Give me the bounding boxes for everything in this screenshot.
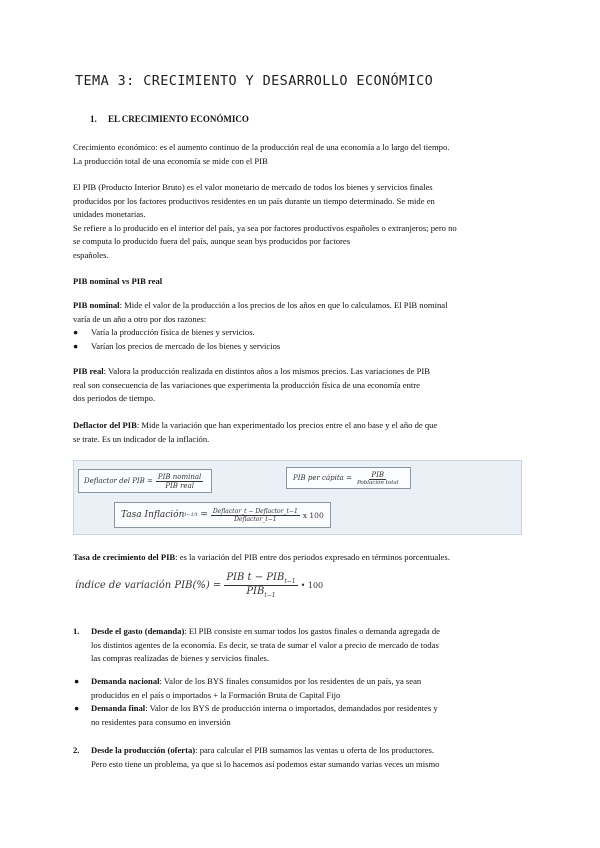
text-line: Pero esto tiene un problema, ya que si lo hacemos así podemos estar sumando varias veces un mismo [91,758,440,769]
text-line: varía de un año a otro por dos razones: [73,313,207,324]
list-item-gasto [73,625,521,666]
term-desde-produccion: Desde la producción (oferta) [91,745,196,755]
bullet-icon: ● [74,703,80,714]
list-item: ● Varían los precios de mercado de los bienes y servicios [91,340,523,354]
heading-nominal-vs-real: PIB nominal vs PIB real [73,276,163,286]
term-demanda-final: Demanda final [91,703,146,714]
list-item: ● Demanda final: Valor de los BYS de producción interna o importados, demandados por residentes y no residentes para consumo en inversión [91,702,521,729]
section-number: 1. [90,114,97,124]
section-heading [90,114,249,124]
formula-panel [73,460,522,535]
text-line: españoles. [73,249,109,260]
text-line: : es la variación del PIB entre dos periodos expresado en términos porcentuales. [175,552,450,562]
text-line: producidos en el país o importados + la Formación Bruta de Capital Fijo [91,689,341,700]
term-pib-nominal: PIB nominal [73,300,120,310]
text-line: no residentes para consumo en inversión [91,716,231,727]
paragraph-crecimiento [73,141,523,168]
formula-inflacion: Tasa Inflación t−1/t = $\frac{\text{Deflactor\_t − Deflactor\_t−1}}{\text{Deflactor\_t−1}}$ x 100 [114,502,331,528]
list-item: ● Demanda nacional: Valor de los BYS finales consumidos por los residentes de un país, ya sean producidos en el país o importados + la Formación Bruta de Capital Fijo [91,675,521,702]
paragraph-pib-real [73,365,523,406]
paragraph-pib-nominal [73,299,523,353]
text-line: unidades monetarias. [73,209,146,220]
page-title: TEMA 3: CRECIMIENTO Y DESARROLLO ECONÓMICO [75,73,434,89]
text-line: El PIB (Producto Interior Bruto) es el valor monetario de mercado de todos los bienes y servicios finales [73,182,433,192]
text-line: producidos por los factores productivos residentes en un país durante un tiempo determinado. Se mide en [73,195,435,206]
item-number: 2. [73,745,80,755]
paragraph-pib [73,181,523,263]
growth-formula: índice de variación PIB(%) = $\frac{PIB t - PIB_{t-1}}{PIB_{t-1}}$ • 100 [75,572,324,599]
text-line: : Mide la variación que han experimentado los precios entre el ano base y el año de que [136,420,438,430]
text-line: las compras realizadas de bienes y servicios finales. [91,653,270,664]
bullet-icon: ● [73,340,79,351]
term-tasa-crecimiento: Tasa de crecimiento del PIB [73,552,176,562]
bullet-icon: ● [74,676,80,686]
demand-bullet-list [74,675,521,729]
text-line: dos periodos de tiempo. [73,393,156,404]
list-item: ● Varía la producción física de bienes y servicios. [91,326,523,340]
term-demanda-nacional: Demanda nacional [91,676,160,686]
text-line: La producción total de una economía se mide con el PIB [73,155,268,166]
text-line: : El PIB consiste en sumar todos los gastos finales o demanda agregada de [184,626,440,636]
item-number: 1. [73,626,80,636]
term-desde-gasto: Desde el gasto (demanda) [91,626,185,636]
paragraph-tasa-crecimiento [73,551,523,565]
text-line: : Mide el valor de la producción a los precios de los años en que lo calculamos. El PIB nominal [119,300,448,310]
formula-per-capita: PIB per cápita = $\frac{\text{PIB}}{\text{Población total}}$ [286,467,411,489]
text-line: Crecimiento económico: es el aumento continuo de la producción real de una economía a lo largo del tiempo. [73,142,450,152]
bullet-icon: ● [73,327,79,338]
text-line: : para calcular el PIB sumamos las ventas u oferta de los productores. [195,745,435,755]
formula-deflactor: Deflactor del PIB = $\frac{\text{PIB nominal}}{\text{PIB real}}$ [78,469,212,493]
text-line: real son consecuencia de las variaciones que experimenta la producción física de una economía entre [73,379,420,390]
bullet-list [73,326,523,353]
text-line: : Valora la producción realizada en distintos años a los mismos precios. Las variaciones de PIB [103,366,430,376]
paragraph-deflactor [73,419,523,446]
text-line: se computa lo producido fuera del país, aunque sean bys producidos por factores [73,236,351,247]
section-heading-text: EL CRECIMIENTO ECONÓMICO [108,114,249,124]
text-line: Se refiere a lo producido en el interior del país, ya sea por factores productivos españoles o extranjeros; pero no [73,222,457,233]
text-line: se trate. Es un indicador de la inflación. [73,433,210,444]
term-pib-real: PIB real [73,366,104,376]
list-item-produccion [73,744,521,771]
term-deflactor: Deflactor del PIB [73,420,137,430]
text-line: los distintos agentes de la economía. Es decir, se trata de sumar el valor a precio de mercado de todas [91,639,439,650]
